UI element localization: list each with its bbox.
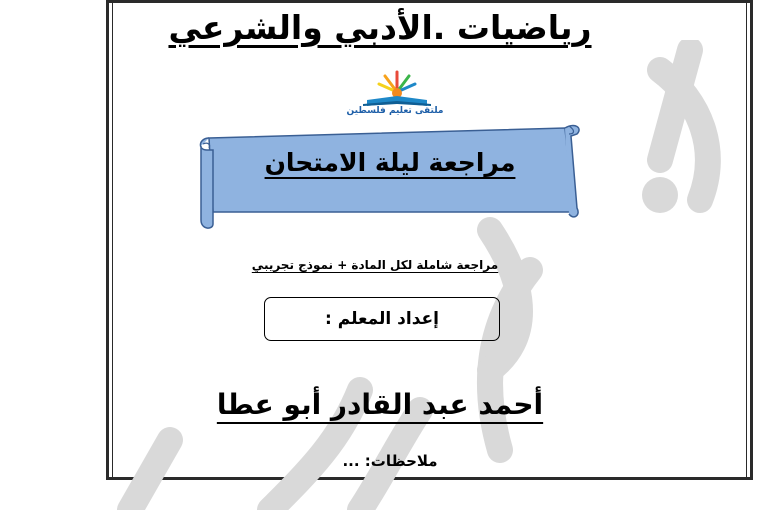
document-subtitle: مراجعة شاملة لكل المادة + نموذج تجريبي [251, 258, 499, 272]
prepared-by-box [264, 297, 500, 341]
teacher-name: أحمد عبد القادر أبو عطا [216, 388, 544, 421]
logo-caption: ملتقى تعليم فلسطين [346, 106, 444, 116]
banner-title: مراجعة ليلة الامتحان [264, 148, 516, 177]
document-title: رياضيات .الأدبي والشرعي [168, 8, 592, 47]
logo-icon [345, 66, 445, 126]
prepared-by-label: إعداد المعلم : [325, 309, 439, 329]
bottom-partial-text: ملاحظات: ... [342, 452, 438, 470]
